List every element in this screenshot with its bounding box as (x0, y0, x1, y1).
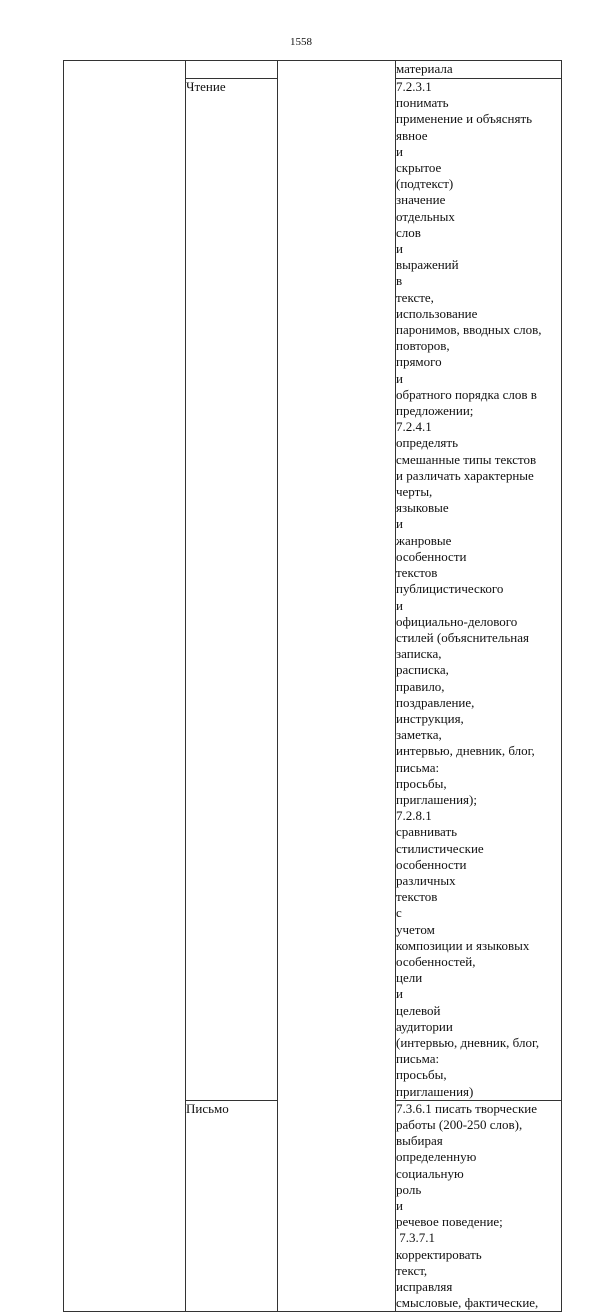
curriculum-table (63, 60, 562, 1312)
objective-line: целевой (396, 1002, 441, 1018)
objective-line: понимать (396, 95, 449, 111)
objective-line: 7.3.6.1 писать творческие (396, 1100, 537, 1116)
objective-text (396, 79, 561, 419)
objective-line: и (396, 370, 403, 386)
objective-line: особенности (396, 856, 467, 872)
objective-line: повторов, (396, 338, 450, 354)
objective-line: и (396, 1198, 403, 1214)
objective-line: 7.2.8.1 (396, 808, 432, 824)
objective-line: особенностей, (396, 953, 476, 969)
objective-line: смысловые, фактические, (396, 1295, 539, 1311)
objective-line: определенную (396, 1149, 477, 1165)
table-cell-empty-first-col (64, 61, 186, 1312)
objective-line: смешанные типы текстов (396, 451, 537, 467)
objective-text (396, 1230, 561, 1311)
objective-text (396, 419, 561, 808)
objective-line: аудитории (396, 1018, 453, 1034)
objective-cell (396, 1100, 562, 1312)
objective-line: скрытое (396, 160, 442, 176)
objective-line: расписка, (396, 662, 449, 678)
objective-line: социальную (396, 1165, 464, 1181)
page-number: 1558 (290, 36, 312, 48)
objective-line: стилистические (396, 840, 484, 856)
table-cell-empty-third-col (278, 61, 396, 1312)
objective-line: 7.2.3.1 (396, 79, 432, 94)
objective-line: официально-делового (396, 613, 518, 629)
objective-line: композиции и языковых (396, 937, 530, 953)
objective-line: сравнивать (396, 824, 458, 840)
objective-line: приглашения); (396, 791, 477, 807)
objective-line: (интервью, дневник, блог, (396, 1034, 540, 1050)
objective-line: значение (396, 192, 446, 208)
objective-line: черты, (396, 484, 433, 500)
objective-line: и (396, 143, 403, 159)
objective-cell (396, 61, 562, 79)
objective-line: роль (396, 1181, 422, 1197)
objective-line: обратного порядка слов в (396, 386, 537, 402)
objective-line: материала (396, 61, 453, 76)
objective-line: и (396, 597, 403, 613)
objective-line: цели (396, 970, 423, 986)
objective-line: работы (200-250 слов), (396, 1117, 523, 1132)
objective-text (396, 61, 561, 77)
objective-line: языковые (396, 500, 449, 516)
objective-line: публицистического (396, 581, 504, 597)
objective-line: текстов (396, 565, 438, 581)
objective-line: исправляя (396, 1279, 453, 1295)
objective-line: письма: (396, 1051, 440, 1067)
objective-line: текстов (396, 889, 438, 905)
objective-line: и (396, 986, 403, 1002)
objective-line: прямого (396, 354, 442, 370)
objective-cell (396, 79, 562, 1101)
objective-line: поздравление, (396, 694, 475, 710)
objective-text (396, 1101, 561, 1231)
objective-line: предложении; (396, 403, 474, 419)
objective-line: отдельных (396, 208, 455, 224)
objective-line: определять (396, 435, 459, 451)
objective-line: явное (396, 127, 428, 143)
objective-line: применение и объяснять (396, 111, 533, 127)
section-cell: Чтение (186, 79, 278, 1101)
objective-line: паронимов, вводных слов, (396, 322, 542, 338)
objective-line: правило, (396, 678, 445, 694)
objective-line: выражений (396, 257, 459, 273)
objective-line: речевое поведение; (396, 1214, 503, 1230)
objective-line: учетом (396, 921, 435, 937)
objective-line: текст, (396, 1262, 428, 1278)
objective-line: просьбы, (396, 775, 447, 791)
objective-line: приглашения) (396, 1083, 474, 1099)
objective-line: письма: (396, 759, 440, 775)
objective-line: заметка, (396, 727, 442, 743)
objective-line: тексте, (396, 289, 434, 305)
objective-line: особенности (396, 548, 467, 564)
objective-line: корректировать (396, 1246, 482, 1262)
objective-line: интервью, дневник, блог, (396, 743, 535, 759)
objective-line: 7.3.7.1 (396, 1230, 435, 1246)
objective-line: и (396, 241, 403, 257)
objective-line: с (396, 905, 402, 921)
table-row (64, 61, 562, 79)
objective-line: и (396, 516, 403, 532)
objective-text (396, 808, 561, 1100)
objective-line: в (396, 273, 403, 289)
objective-line: слов (396, 224, 421, 240)
objective-line: записка, (396, 646, 442, 662)
objective-line: стилей (объяснительная (396, 629, 529, 645)
objective-line: инструкция, (396, 710, 464, 726)
objective-line: и различать характерные (396, 467, 534, 483)
section-cell: Письмо (186, 1100, 278, 1312)
objective-line: (подтекст) (396, 176, 454, 192)
objective-line: различных (396, 872, 456, 888)
objective-line: просьбы, (396, 1067, 447, 1083)
objective-line: выбирая (396, 1133, 443, 1149)
section-cell (186, 61, 278, 79)
objective-line: жанровые (396, 532, 452, 548)
objective-line: использование (396, 305, 478, 321)
objective-line: 7.2.4.1 (396, 419, 432, 435)
